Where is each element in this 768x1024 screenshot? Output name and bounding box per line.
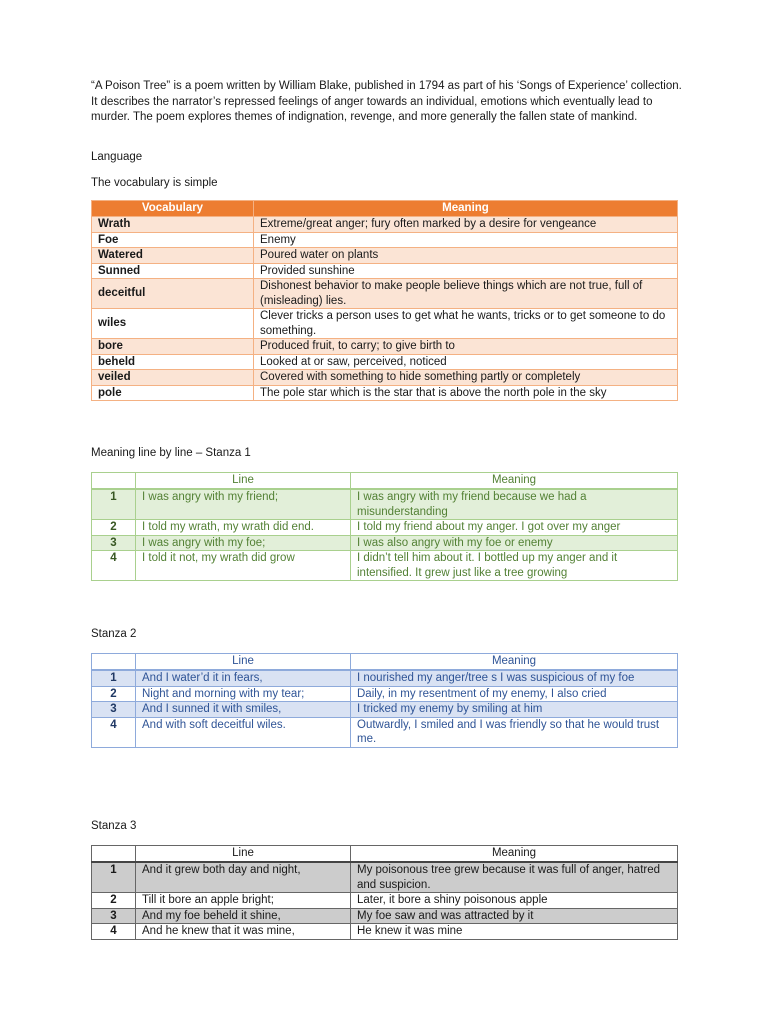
table-row — [92, 686, 678, 702]
vocab-meaning: Poured water on plants — [254, 248, 678, 264]
table-row — [92, 370, 678, 386]
line-meaning: I was also angry with my foe or enemy — [351, 535, 678, 551]
poem-line: I was angry with my foe; — [136, 535, 351, 551]
poem-line: And it grew both day and night, — [136, 862, 351, 893]
line-number: 4 — [92, 717, 136, 747]
table-row — [92, 489, 678, 520]
stanza3-header-line: Line — [136, 846, 351, 863]
stanza1-header-line: Line — [136, 473, 351, 490]
line-meaning: I told my friend about my anger. I got over my anger — [351, 520, 678, 536]
line-number: 4 — [92, 551, 136, 581]
stanza3-table — [91, 845, 678, 940]
vocab-intro: The vocabulary is simple — [91, 177, 218, 189]
stanza3-header-meaning: Meaning — [351, 846, 678, 863]
table-row — [92, 217, 678, 233]
line-meaning: I nourished my anger/tree s I was suspicious of my foe — [351, 670, 678, 686]
vocab-term: bore — [92, 339, 254, 355]
vocab-meaning: Produced fruit, to carry; to give birth to — [254, 339, 678, 355]
line-meaning: My foe saw and was attracted by it — [351, 908, 678, 924]
poem-line: And I water’d it in fears, — [136, 670, 351, 686]
table-row — [92, 339, 678, 355]
stanza2-header-meaning: Meaning — [351, 654, 678, 671]
table-row — [92, 862, 678, 893]
poem-line: And he knew that it was mine, — [136, 924, 351, 940]
poem-line: I told my wrath, my wrath did end. — [136, 520, 351, 536]
language-heading: Language — [91, 151, 143, 163]
vocab-meaning: The pole star which is the star that is above the north pole in the sky — [254, 385, 678, 401]
line-meaning: He knew it was mine — [351, 924, 678, 940]
table-row — [92, 535, 678, 551]
line-meaning: I didn’t tell him about it. I bottled up my anger and it intensified. It grew just like a tree growing — [351, 551, 678, 581]
poem-line: Night and morning with my tear; — [136, 686, 351, 702]
line-number: 1 — [92, 489, 136, 520]
vocab-term: deceitful — [92, 279, 254, 309]
line-number: 2 — [92, 520, 136, 536]
table-row — [92, 385, 678, 401]
line-meaning: My poisonous tree grew because it was full of anger, hatred and suspicion. — [351, 862, 678, 893]
table-row — [92, 908, 678, 924]
line-number: 1 — [92, 670, 136, 686]
line-number: 1 — [92, 862, 136, 893]
line-number: 2 — [92, 686, 136, 702]
table-row — [92, 248, 678, 264]
stanza2-header-line: Line — [136, 654, 351, 671]
vocab-header-meaning: Meaning — [254, 201, 678, 217]
stanza1-table — [91, 472, 678, 581]
vocab-meaning: Looked at or saw, perceived, noticed — [254, 354, 678, 370]
table-row — [92, 717, 678, 747]
poem-line: Till it bore an apple bright; — [136, 893, 351, 909]
vocab-meaning: Dishonest behavior to make people believe things which are not true, full of (misleading) lies. — [254, 279, 678, 309]
poem-line: And my foe beheld it shine, — [136, 908, 351, 924]
vocabulary-table — [91, 200, 678, 401]
poem-line: And I sunned it with smiles, — [136, 702, 351, 718]
vocab-term: Foe — [92, 232, 254, 248]
stanza1-heading: Meaning line by line – Stanza 1 — [91, 447, 251, 459]
line-number: 3 — [92, 535, 136, 551]
vocab-term: Wrath — [92, 217, 254, 233]
poem-line: And with soft deceitful wiles. — [136, 717, 351, 747]
vocab-meaning: Covered with something to hide something partly or completely — [254, 370, 678, 386]
vocab-meaning: Enemy — [254, 232, 678, 248]
table-row — [92, 309, 678, 339]
poem-line: I told it not, my wrath did grow — [136, 551, 351, 581]
stanza3-heading: Stanza 3 — [91, 820, 137, 832]
table-row — [92, 263, 678, 279]
line-meaning: Outwardly, I smiled and I was friendly so that he would trust me. — [351, 717, 678, 747]
line-meaning: Daily, in my resentment of my enemy, I also cried — [351, 686, 678, 702]
table-row — [92, 551, 678, 581]
table-row — [92, 702, 678, 718]
line-number: 4 — [92, 924, 136, 940]
table-row — [92, 893, 678, 909]
table-row — [92, 670, 678, 686]
table-row — [92, 232, 678, 248]
vocab-header-vocabulary: Vocabulary — [92, 201, 254, 217]
table-row — [92, 924, 678, 940]
line-meaning: I was angry with my friend because we had a misunderstanding — [351, 489, 678, 520]
vocab-term: pole — [92, 385, 254, 401]
stanza2-heading: Stanza 2 — [91, 628, 137, 640]
table-row — [92, 354, 678, 370]
line-meaning: Later, it bore a shiny poisonous apple — [351, 893, 678, 909]
stanza2-header-number — [92, 654, 136, 671]
vocab-term: Sunned — [92, 263, 254, 279]
vocab-term: beheld — [92, 354, 254, 370]
intro-paragraph: “A Poison Tree” is a poem written by William Blake, published in 1794 as part of his ‘Songs of Experience’ collection. It describes the narrator’s repressed feelings of anger towards an individual, emotions which eventually lead to murder. The poem explores themes of indignation, revenge, and more generally the fallen state of mankind. — [91, 80, 682, 123]
vocab-meaning: Clever tricks a person uses to get what he wants, tricks or to get someone to do something. — [254, 309, 678, 339]
stanza1-header-meaning: Meaning — [351, 473, 678, 490]
line-number: 3 — [92, 702, 136, 718]
line-meaning: I tricked my enemy by smiling at him — [351, 702, 678, 718]
line-number: 2 — [92, 893, 136, 909]
vocab-term: Watered — [92, 248, 254, 264]
stanza3-header-number — [92, 846, 136, 863]
table-row — [92, 279, 678, 309]
vocab-term: veiled — [92, 370, 254, 386]
table-row — [92, 520, 678, 536]
vocab-meaning: Extreme/great anger; fury often marked by a desire for vengeance — [254, 217, 678, 233]
line-number: 3 — [92, 908, 136, 924]
vocab-term: wiles — [92, 309, 254, 339]
stanza2-table — [91, 653, 678, 748]
poem-line: I was angry with my friend; — [136, 489, 351, 520]
stanza1-header-number — [92, 473, 136, 490]
vocab-meaning: Provided sunshine — [254, 263, 678, 279]
